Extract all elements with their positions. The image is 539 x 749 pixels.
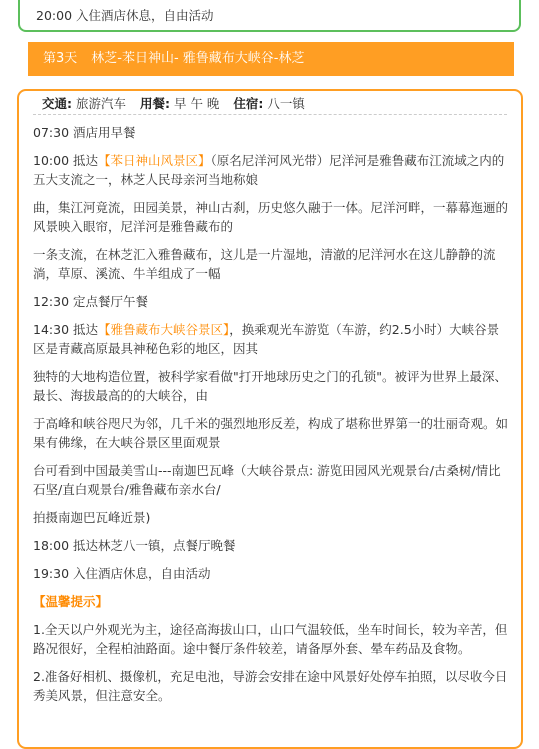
- tip-item: 2.准备好相机、摄像机，充足电池，导游会安排在途中风景好处停车拍照，以尽收今日秀美风景，但注意安全。: [33, 669, 508, 703]
- previous-day-last-item: 20:00 入住酒店休息，自由活动: [36, 8, 214, 23]
- transport-value: 旅游汽车: [75, 96, 126, 111]
- time-text: 14:30 抵达: [33, 322, 98, 337]
- meals-value: 早 午 晚: [173, 96, 220, 111]
- tips-title: 【温馨提示】: [33, 594, 109, 609]
- schedule-item-benri: [33, 151, 511, 189]
- description-paragraph: 拍摄南迦巴瓦峰近景): [33, 510, 151, 525]
- description-paragraph: 于高峰和峡谷咫尺为邻，几千米的强烈地形反差，构成了堪称世界第一的壮丽奇观。如果有佛缘，在大峡谷景区里面观景: [33, 416, 509, 450]
- day-route: 林芝-苯日神山- 雅鲁藏布大峡谷-林芝: [91, 51, 305, 66]
- previous-day-box: [18, 0, 521, 32]
- description-paragraph: 一条支流，在林芝汇入雅鲁藏布，这儿是一片湿地，清澈的尼洋河水在这儿静静的流淌，草原、溪流、牛羊组成了一幅: [33, 247, 496, 281]
- schedule-item-breakfast: 07:30 酒店用早餐: [33, 125, 136, 140]
- scenic-spot-link[interactable]: 【苯日神山风景区】: [98, 153, 211, 168]
- lodging-value: 八一镇: [267, 96, 305, 111]
- scenic-spot-link[interactable]: 【雅鲁藏布大峡谷景区】: [98, 322, 230, 337]
- day-meta: [42, 95, 305, 113]
- day-header: [28, 42, 514, 76]
- lodging-label: 住宿:: [233, 96, 264, 111]
- description-paragraph: 独特的大地构造位置，被科学家看做"打开地球历史之门的孔锁"。被评为世界上最深、最长、海拔最高的的大峡谷，由: [33, 369, 508, 403]
- day-label: 第3天: [43, 51, 78, 66]
- time-text: 10:00 抵达: [33, 153, 98, 168]
- schedule-item-hotel: 19:30 入住酒店休息，自由活动: [33, 566, 211, 581]
- schedule-item-canyon: [33, 320, 511, 358]
- meta-divider: [33, 114, 507, 115]
- schedule-item-dinner: 18:00 抵达林芝八一镇，点餐厅晚餐: [33, 538, 236, 553]
- description-text: ，换乘观光车游览（车游，约2.5小时）大峡谷景区是青藏高原最具神秘色彩的地区，因其: [33, 322, 500, 356]
- description-text: （原名尼洋河风光带）尼洋河是雅鲁藏布江流域之内的五大支流之一，林芝人民母亲河当地称娘: [33, 153, 505, 187]
- transport-label: 交通:: [42, 96, 72, 111]
- description-paragraph: 台可看到中国最美雪山---南迦巴瓦峰（大峡谷景点: 游览田园风光观景台/古桑树/情比石坚/直白观景台/雅鲁藏布亲水台/: [33, 463, 501, 497]
- schedule-item-lunch: 12:30 定点餐厅午餐: [33, 294, 148, 309]
- description-paragraph: 曲，集江河竟流，田园美景，神山古刹，历史悠久融于一体。尼洋河畔，一幕幕迤逦的风景映入眼帘，尼洋河是雅鲁藏布的: [33, 200, 509, 234]
- schedule-content: [33, 118, 511, 714]
- tip-item: 1.全天以户外观光为主，途径高海拔山口，山口气温较低，坐车时间长，较为辛苦，但路况很好，全程柏油路面。途中餐厅条件较差，请备厚外套、晕车药品及食物。: [33, 622, 508, 656]
- meals-label: 用餐:: [139, 96, 170, 111]
